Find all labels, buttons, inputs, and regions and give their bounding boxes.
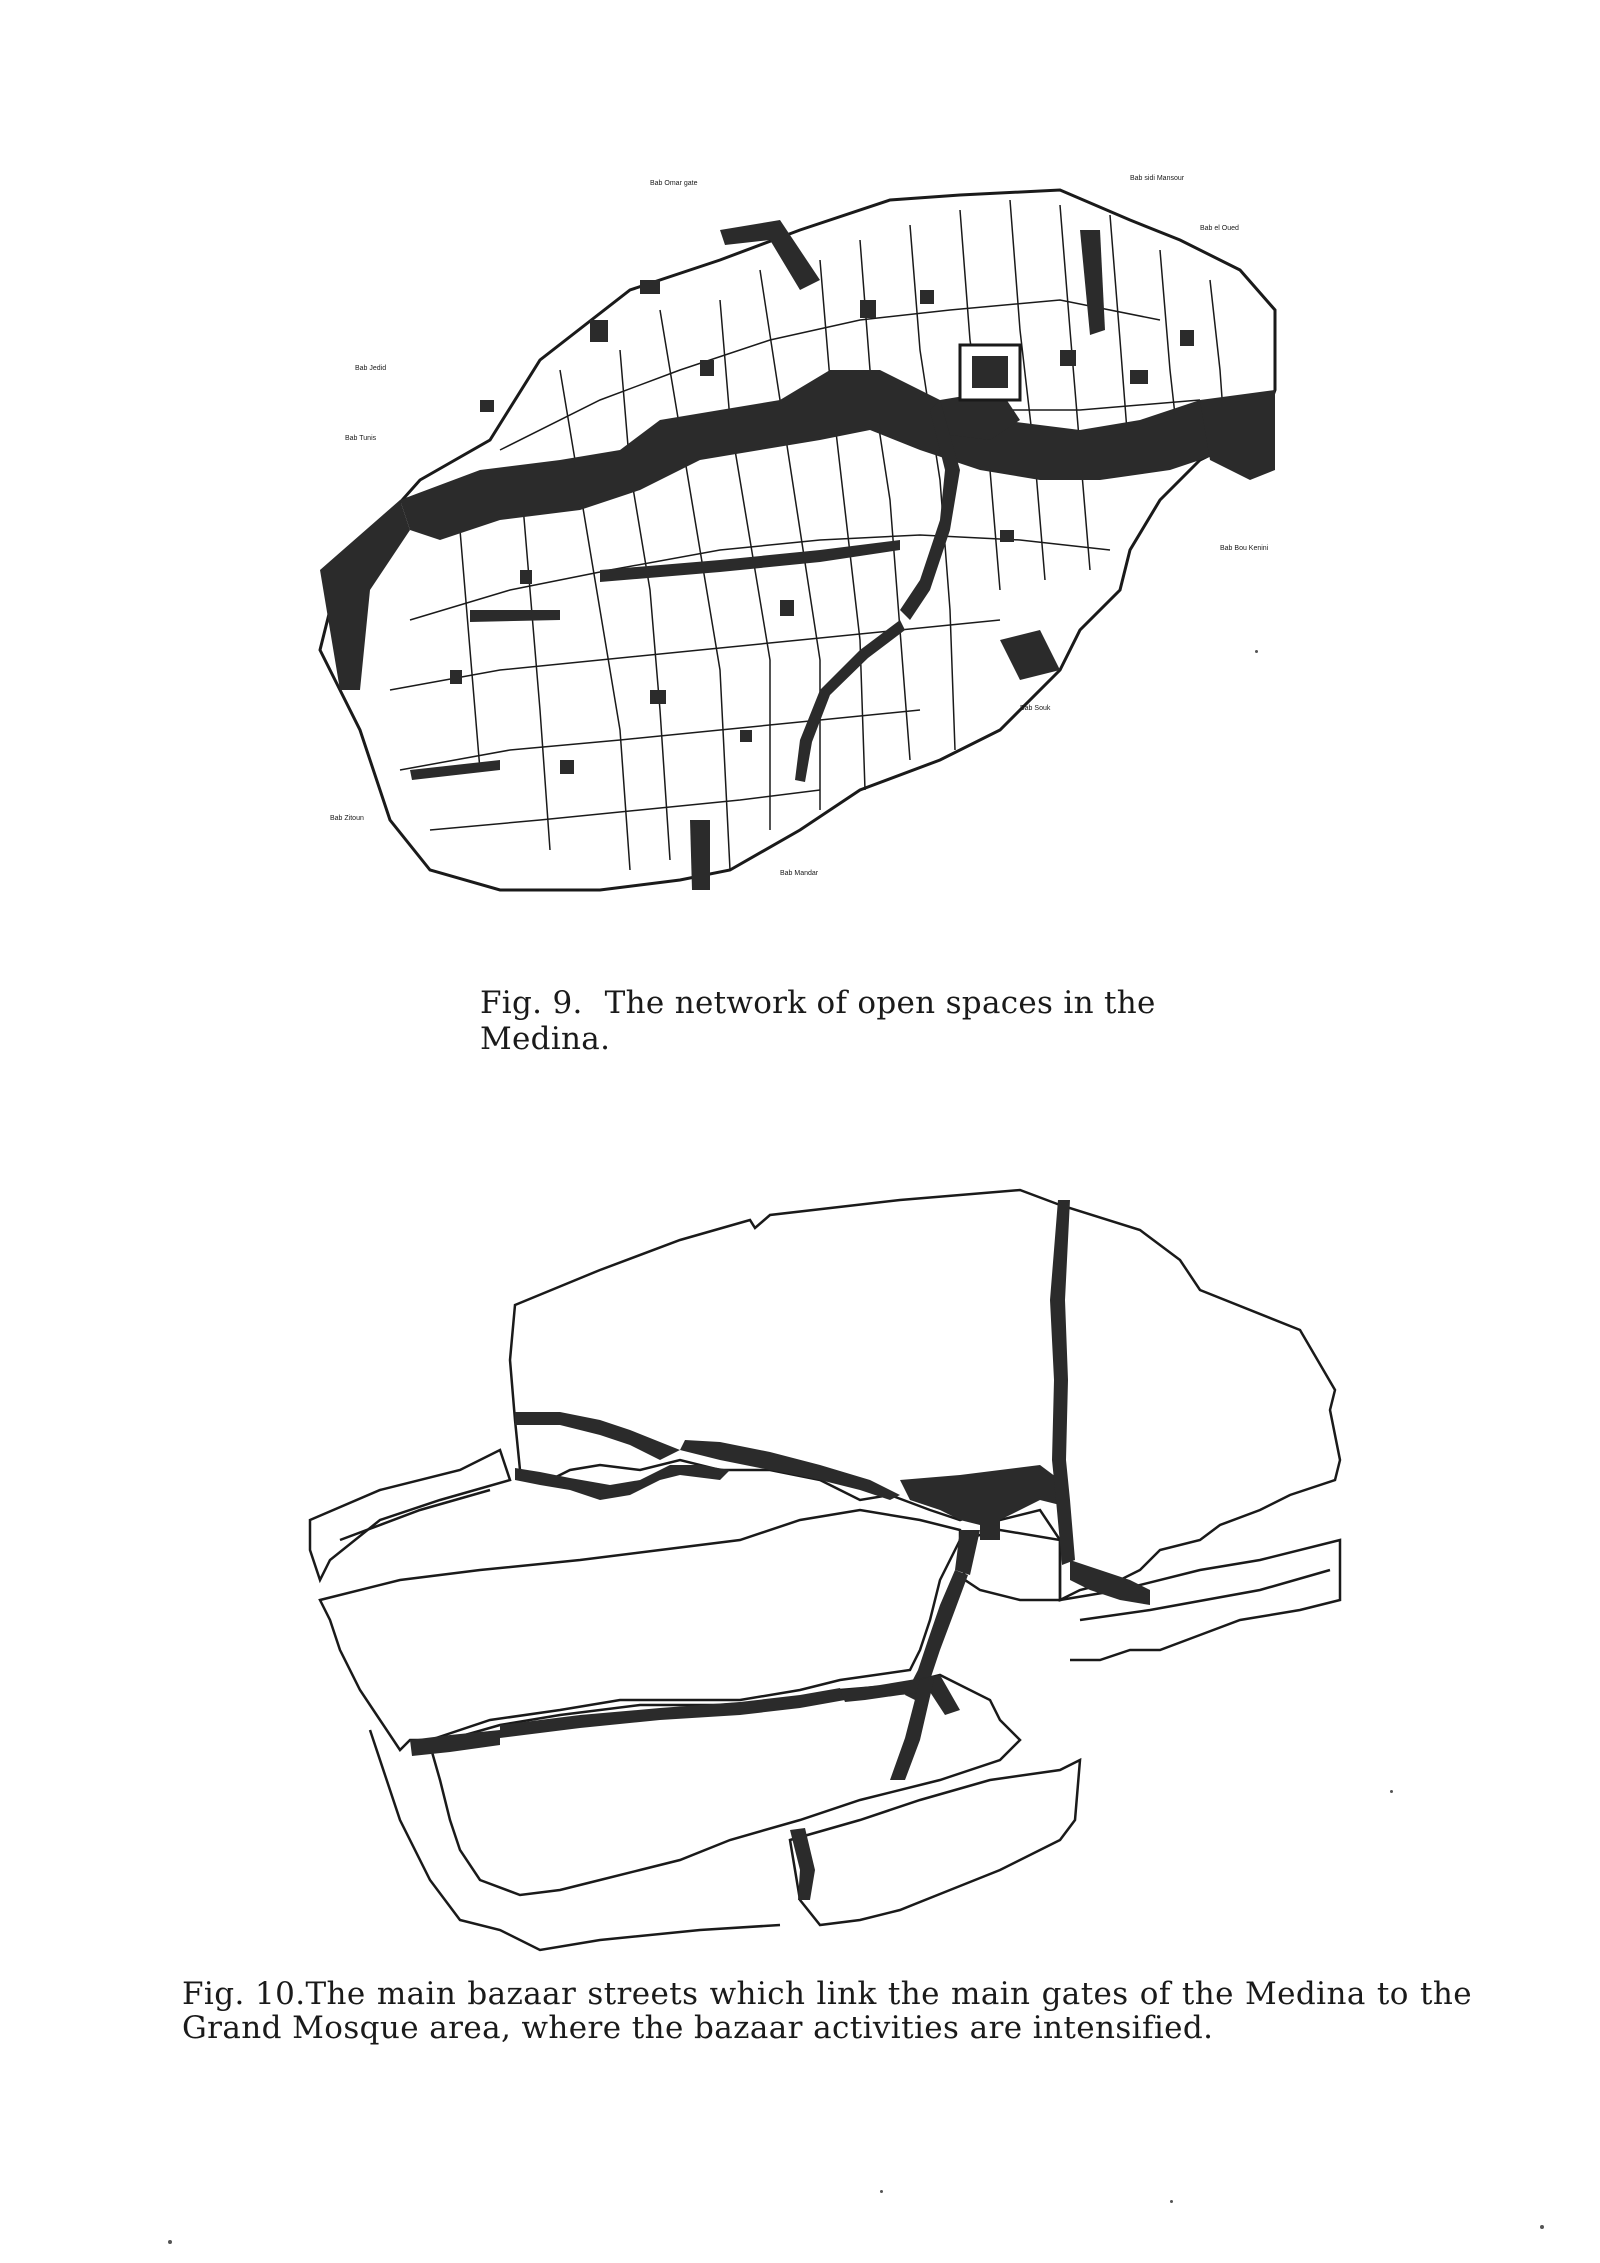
- medina-network-map: [300, 170, 1380, 950]
- caption-word: link: [816, 1976, 877, 2012]
- bazaar-streets: [410, 1200, 1150, 1900]
- figure-9-number: Fig. 9.: [480, 985, 583, 1021]
- scan-speck: [168, 2240, 172, 2244]
- figure-10-caption-line-1: [182, 1977, 1472, 2011]
- grand-mosque-courtyard: [972, 356, 1008, 388]
- caption-word: which: [709, 1976, 806, 2012]
- scan-speck: [880, 2190, 883, 2193]
- scan-speck: [1255, 650, 1258, 653]
- map-label: Bab Omar gate: [650, 180, 698, 187]
- scan-speck: [1540, 2225, 1544, 2229]
- map-label: Bab sidi Mansour: [1130, 175, 1185, 182]
- figure-10-caption-line-2: Grand Mosque area, where the bazaar activities are intensified.: [182, 2010, 1214, 2046]
- scan-speck: [1170, 2200, 1173, 2203]
- map-label: Bab Jedid: [355, 365, 387, 372]
- medina-outline: [320, 190, 1275, 890]
- caption-word: Medina: [1245, 1976, 1366, 2012]
- scan-speck: [1390, 1790, 1393, 1793]
- figure-9-caption: [480, 985, 1280, 1057]
- caption-word: to: [1376, 1976, 1409, 2012]
- map-label: Bab Zitoun: [330, 815, 364, 822]
- map-label: Bab el Oued: [1200, 225, 1239, 232]
- caption-word: the: [887, 1976, 940, 2012]
- caption-word: streets: [587, 1976, 699, 2012]
- caption-word: the: [1181, 1976, 1234, 2012]
- figure-9-medina-open-spaces-map: [300, 170, 1380, 950]
- caption-word: main: [376, 1976, 457, 2012]
- caption-word: main: [951, 1976, 1031, 2012]
- caption-word: gates: [1041, 1976, 1129, 2012]
- caption-word: the: [1420, 1976, 1472, 2012]
- bazaar-streets-map: [300, 1180, 1370, 1960]
- map-label: Bab Tunis: [345, 435, 377, 442]
- caption-word: Fig. 10.The: [182, 1976, 366, 2012]
- caption-word: of: [1139, 1976, 1171, 2012]
- map-label: Bab Mandar: [780, 870, 819, 877]
- figure-10-bazaar-streets-map: [300, 1180, 1370, 1960]
- map-label: Bab Bou Kenini: [1220, 545, 1269, 552]
- district-outlines: [310, 1190, 1340, 1950]
- figure-10-caption: [182, 1977, 1472, 2045]
- map-label: Bab Souk: [1020, 705, 1051, 712]
- figure-9-caption-text: The network of open spaces in the Medina.: [480, 985, 1156, 1057]
- caption-word: bazaar: [467, 1976, 577, 2012]
